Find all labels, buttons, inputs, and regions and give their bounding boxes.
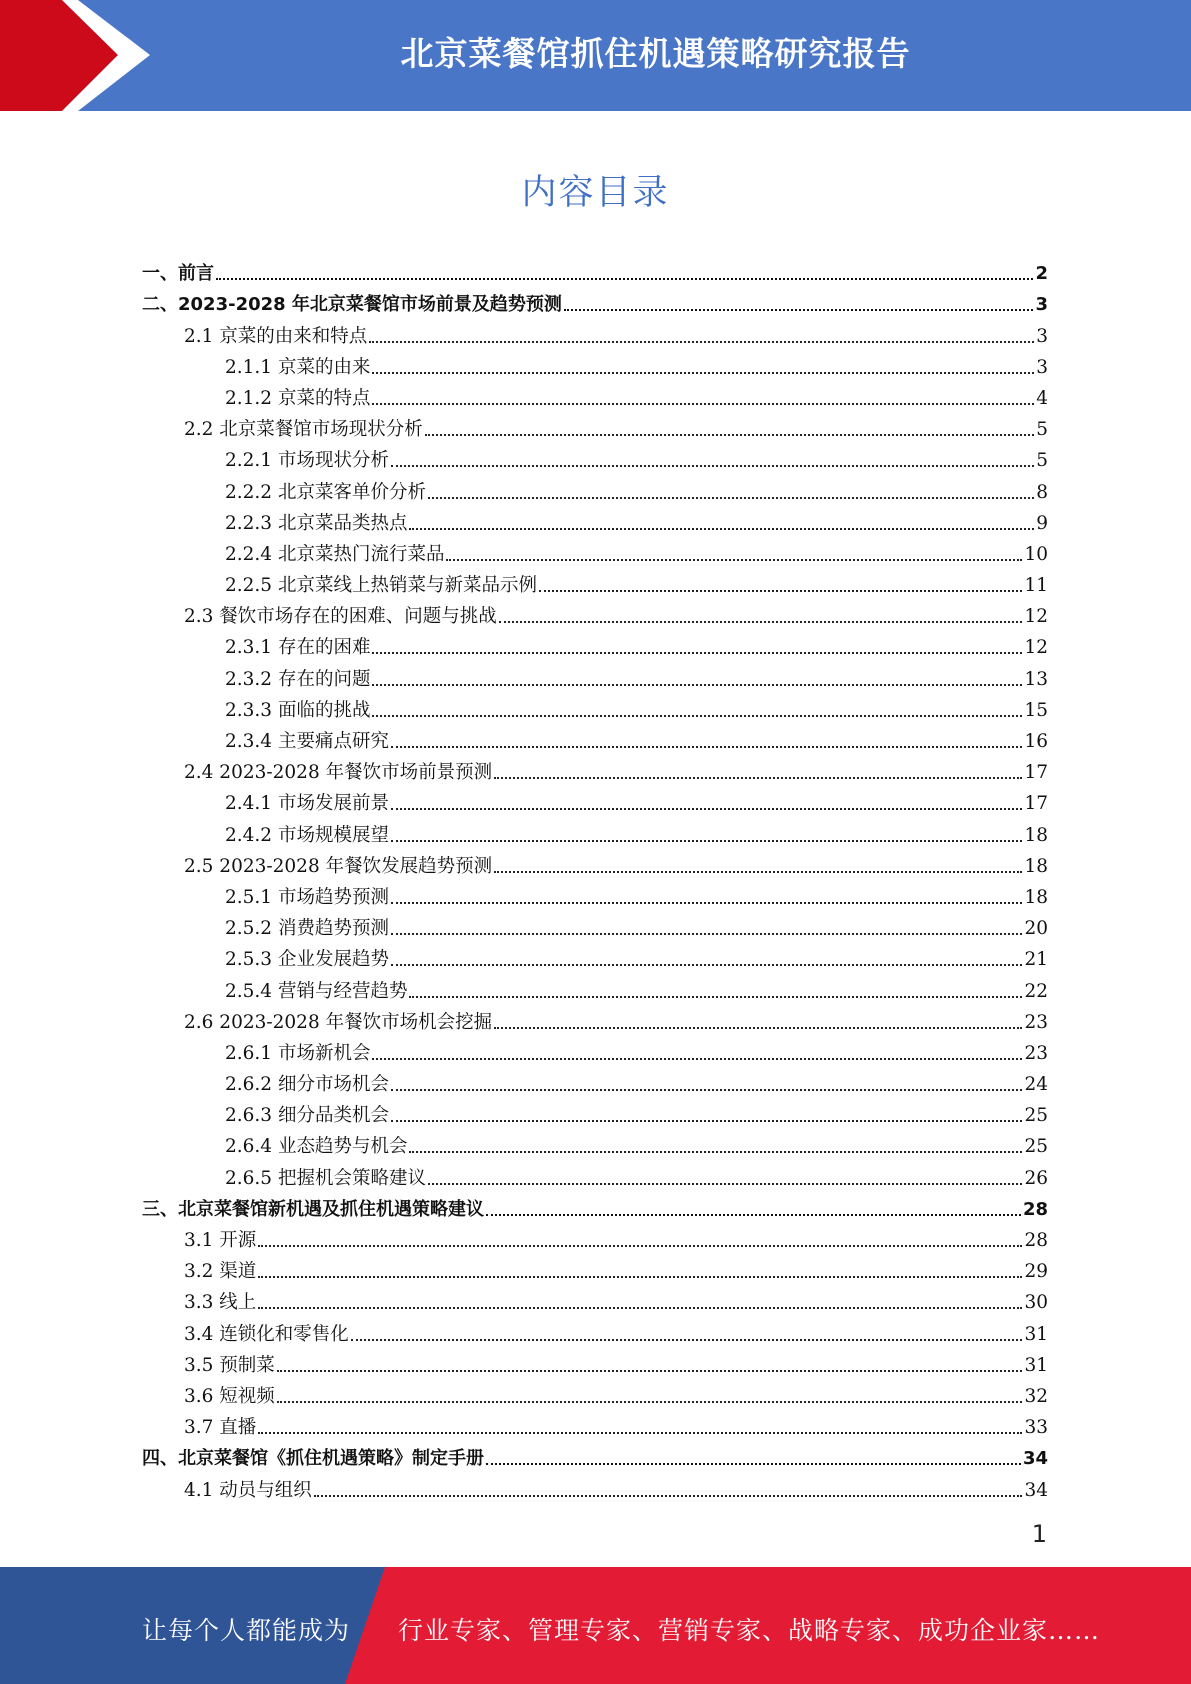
toc-entry-label: 2.5.1 市场趋势预测 <box>225 886 389 908</box>
toc-entry[interactable] <box>142 659 1048 690</box>
toc-dot-leader <box>277 1401 1023 1403</box>
toc-entry-label: 二、2023-2028 年北京菜餐馆市场前景及趋势预测 <box>142 294 562 316</box>
toc-entry-page: 18 <box>1024 824 1048 846</box>
toc-entry-label: 2.4 2023-2028 年餐饮市场前景预测 <box>184 762 493 784</box>
toc-entry-label: 一、前言 <box>142 263 214 285</box>
toc-entry-label: 2.1.2 京菜的特点 <box>225 387 371 409</box>
toc-entry-label: 三、北京菜餐馆新机遇及抓住机遇策略建议 <box>142 1198 484 1220</box>
toc-entry-page: 18 <box>1024 855 1048 877</box>
toc-dot-leader <box>425 434 1034 436</box>
toc-dot-leader <box>486 1463 1021 1465</box>
toc-entry-page: 21 <box>1024 949 1048 971</box>
toc-entry[interactable] <box>142 254 1048 285</box>
toc-entry[interactable] <box>142 847 1048 878</box>
toc-entry-page: 8 <box>1036 481 1048 503</box>
toc-entry[interactable] <box>142 1221 1048 1252</box>
toc-dot-leader <box>277 1370 1023 1372</box>
toc-dot-leader <box>494 1027 1022 1029</box>
toc-entry-page: 29 <box>1024 1261 1048 1283</box>
toc-dot-leader <box>372 684 1022 686</box>
toc-entry-label: 3.6 短视频 <box>184 1385 275 1407</box>
toc-entry-page: 26 <box>1024 1167 1048 1189</box>
footer-slogan-left: 让每个人都能成为 <box>142 1616 351 1645</box>
toc-entry-label: 2.6.4 业态趋势与机会 <box>225 1136 408 1158</box>
toc-entry-label: 2.2.2 北京菜客单价分析 <box>225 481 426 503</box>
toc-entry-page: 12 <box>1024 606 1048 628</box>
toc-dot-leader <box>391 1089 1022 1091</box>
toc-entry[interactable] <box>142 410 1048 441</box>
toc-entry[interactable] <box>142 628 1048 659</box>
toc-entry[interactable] <box>142 1470 1048 1501</box>
toc-entry-label: 2.5.4 营销与经营趋势 <box>225 980 408 1002</box>
toc-entry-label: 2.2.1 市场现状分析 <box>225 450 389 472</box>
toc-entry-page: 17 <box>1024 762 1048 784</box>
toc-entry-page: 3 <box>1036 356 1048 378</box>
toc-entry-page: 16 <box>1024 731 1048 752</box>
toc-dot-leader <box>372 652 1022 654</box>
toc-dot-leader <box>494 777 1022 779</box>
toc-dot-leader <box>499 621 1023 623</box>
toc-entry-page: 9 <box>1036 512 1048 534</box>
toc-dot-leader <box>486 1214 1021 1216</box>
toc-entry[interactable] <box>142 1065 1048 1096</box>
toc-entry[interactable] <box>142 1034 1048 1065</box>
toc-entry-label: 2.3.3 面临的挑战 <box>225 699 371 721</box>
toc-entry-label: 四、北京菜餐馆《抓住机遇策略》制定手册 <box>142 1448 484 1470</box>
toc-dot-leader <box>391 902 1022 904</box>
toc-entry-page: 10 <box>1024 543 1048 565</box>
toc-dot-leader <box>391 933 1022 935</box>
toc-entry[interactable] <box>142 1252 1048 1283</box>
toc-entry[interactable] <box>142 1096 1048 1127</box>
toc-entry-label: 2.2.4 北京菜热门流行菜品 <box>225 543 445 565</box>
toc-entry[interactable] <box>142 348 1048 379</box>
toc-dot-leader <box>391 465 1034 467</box>
toc-dot-leader <box>391 1120 1022 1122</box>
toc-dot-leader <box>372 715 1022 717</box>
toc-dot-leader <box>258 1245 1022 1247</box>
toc-entry-page: 23 <box>1024 1042 1048 1064</box>
toc-entry-page: 23 <box>1024 1011 1048 1033</box>
toc-entry[interactable] <box>142 535 1048 566</box>
toc-dot-leader <box>446 559 1022 561</box>
toc-dot-leader <box>539 590 1022 592</box>
toc-dot-leader <box>369 341 1034 343</box>
toc-entry[interactable] <box>142 1190 1048 1221</box>
toc-entry-page: 22 <box>1024 980 1048 1002</box>
toc-entry-page: 17 <box>1024 793 1048 815</box>
toc-entry-label: 2.6.5 把握机会策略建议 <box>225 1167 426 1189</box>
toc-entry[interactable] <box>142 1408 1048 1439</box>
toc-entry-page: 25 <box>1024 1136 1048 1158</box>
toc-entry-page: 15 <box>1024 699 1048 721</box>
toc-entry-label: 2.5 2023-2028 年餐饮发展趋势预测 <box>184 855 493 877</box>
toc-entry-page: 28 <box>1022 1198 1048 1220</box>
toc-entry-label: 2.6.2 细分市场机会 <box>225 1074 389 1096</box>
toc-entry-page: 18 <box>1024 886 1048 908</box>
toc-entry-page: 28 <box>1024 1230 1048 1251</box>
toc-entry[interactable] <box>142 753 1048 784</box>
toc-entry-page: 5 <box>1036 419 1048 441</box>
toc-entry[interactable] <box>142 316 1048 347</box>
footer-banner <box>0 1567 1191 1684</box>
toc-entry-label: 2.3.2 存在的问题 <box>225 668 371 690</box>
toc-dot-leader <box>351 1339 1023 1341</box>
toc-entry-label: 3.5 预制菜 <box>184 1354 275 1376</box>
toc-entry[interactable] <box>142 784 1048 815</box>
toc-entry-label: 2.3.4 主要痛点研究 <box>225 731 389 752</box>
toc-dot-leader <box>494 871 1022 873</box>
toc-entry-page: 2 <box>1035 263 1048 285</box>
toc-entry-page: 3 <box>1036 325 1048 347</box>
toc-entry-page: 30 <box>1024 1292 1048 1314</box>
footer-slogan-right: 行业专家、管理专家、营销专家、战略专家、成功企业家…… <box>398 1616 1101 1645</box>
toc-dot-leader <box>409 996 1022 998</box>
toc-entry-label: 4.1 动员与组织 <box>184 1479 312 1501</box>
toc-entry[interactable] <box>142 441 1048 472</box>
toc-entry[interactable] <box>142 597 1048 628</box>
toc-entry-page: 3 <box>1035 294 1048 316</box>
toc-dot-leader <box>216 278 1033 280</box>
toc-entry-label: 2.2.5 北京菜线上热销菜与新菜品示例 <box>225 575 537 597</box>
toc-entry[interactable] <box>142 909 1048 940</box>
toc-entry[interactable] <box>142 940 1048 971</box>
toc-dot-leader <box>258 1432 1022 1434</box>
toc-entry-label: 2.1.1 京菜的由来 <box>225 356 371 378</box>
toc-dot-leader <box>372 403 1034 405</box>
toc-entry-page: 31 <box>1024 1323 1048 1345</box>
toc-entry[interactable] <box>142 1003 1048 1034</box>
toc-dot-leader <box>564 309 1034 311</box>
toc-entry[interactable] <box>142 472 1048 503</box>
toc-entry[interactable] <box>142 878 1048 909</box>
toc-entry-label: 2.2 北京菜餐馆市场现状分析 <box>184 419 423 441</box>
table-of-contents <box>142 254 1048 1502</box>
toc-entry[interactable] <box>142 504 1048 535</box>
toc-entry-label: 2.6.1 市场新机会 <box>225 1042 371 1064</box>
toc-entry-page: 11 <box>1024 575 1048 597</box>
toc-dot-leader <box>258 1276 1022 1278</box>
toc-entry-page: 13 <box>1024 668 1048 690</box>
header-banner <box>0 0 1191 111</box>
toc-dot-leader <box>391 808 1022 810</box>
toc-dot-leader <box>428 1183 1022 1185</box>
toc-entry-page: 12 <box>1024 637 1048 659</box>
toc-entry[interactable] <box>142 1346 1048 1377</box>
toc-dot-leader <box>391 746 1022 748</box>
toc-entry-label: 3.7 直播 <box>184 1417 257 1439</box>
toc-entry-label: 3.2 渠道 <box>184 1261 257 1283</box>
toc-entry-label: 2.6.3 细分品类机会 <box>225 1105 389 1127</box>
toc-entry-label: 2.1 京菜的由来和特点 <box>184 325 368 347</box>
toc-entry[interactable] <box>142 379 1048 410</box>
toc-entry-label: 2.4.2 市场规模展望 <box>225 824 389 846</box>
toc-entry-label: 2.5.3 企业发展趋势 <box>225 949 389 971</box>
toc-entry-page: 20 <box>1024 918 1048 940</box>
toc-entry-page: 5 <box>1036 450 1048 472</box>
toc-entry[interactable] <box>142 1439 1048 1470</box>
toc-entry[interactable] <box>142 1127 1048 1158</box>
toc-entry-label: 3.1 开源 <box>184 1230 257 1251</box>
toc-entry[interactable] <box>142 566 1048 597</box>
toc-entry-page: 4 <box>1036 387 1048 409</box>
toc-entry-label: 2.3 餐饮市场存在的困难、问题与挑战 <box>184 606 497 628</box>
toc-entry-label: 3.3 线上 <box>184 1292 257 1314</box>
toc-entry-label: 2.5.2 消费趋势预测 <box>225 918 389 940</box>
toc-dot-leader <box>372 1058 1022 1060</box>
toc-entry-page: 31 <box>1024 1354 1048 1376</box>
toc-dot-leader <box>409 1151 1022 1153</box>
toc-entry-page: 34 <box>1022 1448 1048 1470</box>
toc-dot-leader <box>409 528 1034 530</box>
toc-entry-page: 33 <box>1024 1417 1048 1439</box>
toc-dot-leader <box>391 964 1022 966</box>
toc-entry[interactable] <box>142 971 1048 1002</box>
toc-entry-label: 2.4.1 市场发展前景 <box>225 793 389 815</box>
toc-entry[interactable] <box>142 1283 1048 1314</box>
toc-entry[interactable] <box>142 1377 1048 1408</box>
toc-dot-leader <box>391 840 1022 842</box>
toc-entry[interactable] <box>142 1314 1048 1345</box>
toc-entry-label: 3.4 连锁化和零售化 <box>184 1323 349 1345</box>
toc-heading: 内容目录 <box>521 173 670 213</box>
toc-entry-page: 34 <box>1024 1479 1048 1501</box>
toc-dot-leader <box>372 372 1034 374</box>
toc-dot-leader <box>314 1495 1023 1497</box>
toc-dot-leader <box>258 1307 1022 1309</box>
toc-entry-page: 32 <box>1024 1385 1048 1407</box>
toc-dot-leader <box>428 497 1034 499</box>
toc-entry[interactable] <box>142 691 1048 722</box>
toc-entry-label: 2.6 2023-2028 年餐饮市场机会挖掘 <box>184 1011 493 1033</box>
toc-entry-label: 2.2.3 北京菜品类热点 <box>225 512 408 534</box>
toc-entry-label: 2.3.1 存在的困难 <box>225 637 371 659</box>
toc-entry[interactable] <box>142 815 1048 846</box>
toc-entry[interactable] <box>142 285 1048 316</box>
toc-entry[interactable] <box>142 722 1048 753</box>
page-number: 1 <box>1031 1520 1047 1548</box>
toc-entry[interactable] <box>142 1158 1048 1189</box>
report-title: 北京菜餐馆抓住机遇策略研究报告 <box>400 34 911 73</box>
toc-entry-page: 24 <box>1024 1074 1048 1096</box>
toc-entry-page: 25 <box>1024 1105 1048 1127</box>
